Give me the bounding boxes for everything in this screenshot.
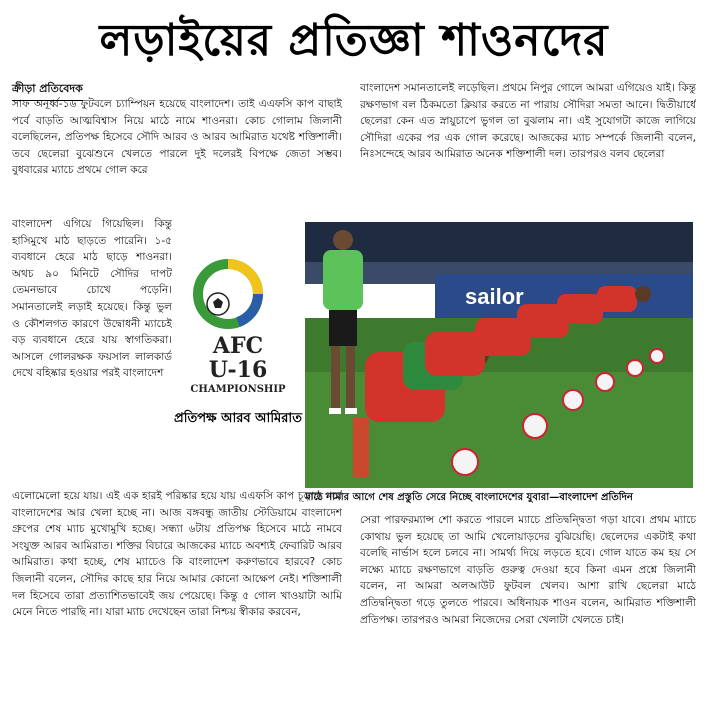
afc-u16-logo-icon [192,258,264,330]
article-text: বাংলাদেশ এগিয়ে গিয়েছিল। কিন্তু হাসিমুখে মাঠ ছাড়তে পারেনি। ১-৫ ব্যবধানে হেরে মাঠ ছাড়ে শাওনরা। অথচ ৯০ মিনিটে সৌদির দাপট তেমনভাবে চোখে পড়েনি। সমানতালেই লড়াই হয়েছে। কিন্তু ভুল ও কৌশলগত কারণে উদ্বোধনী ম্যাচেই বড় ব্যবধানে হেরে যায় স্বাগতিকরা। আসলে গোলরক্ষক ফয়সাল লালকার্ড দেখে বহিষ্কার হওয়ার পরই বাংলাদেশ [12,218,172,380]
photo-caption [305,490,697,507]
headline: লড়াইয়ের প্রতিজ্ঞা শাওনদের [99,15,609,66]
article-column-right-bottom [360,512,696,700]
news-photo [305,222,693,488]
photo-caption-text: মাঠে নামার আগে শেষ প্রস্তুতি সেরে নিচ্ছে বাংলাদেশের যুবারা [305,492,550,503]
article-column-right-top [360,80,696,220]
article-column-left-bottom [12,488,342,700]
article-text: এলোমেলো হয়ে যায়। এই এক হারই পরিষ্কার হয়ে যায় এএফসি কাপ চূড়ান্ত পর্বে বাংলাদেশের আর খেলা হচ্ছে না। আজ বঙ্গবন্ধু জাতীয় স্টেডিয়ামে বাংলাদেশ গ্রুপের শেষ ম্যাচ মুখোমুখি হচ্ছে। সন্ধ্যা ৬টায় প্রতিপক্ষ হিসেবে মাঠে নামবে সংযুক্ত আরব আমিরাত। শক্তির বিচারে আজকের ম্যাচে অবশ্যই ফেবারিট আরব আমিরাত। কথা হচ্ছে, শেষ ম্যাচেও কি বাংলাদেশ করুণভাবে হারবে? কোচ জিলানী বলেন, সৌদির কাছে হার নিয়ে আমার কোনো আক্ষেপ নেই। শক্তিশালী দল হিসেবে তারা প্রত্যাশিতভাবেই জয় পেয়েছে। কিন্তু ৫ গোল খাওয়াটা আমি মেনে নিতে পারছি না। যারা ম্যাচ দেখেছেন তারা নিশ্চয় স্বীকার করবেন, [12,490,342,619]
afc-u16-logo [178,250,298,460]
logo-championship-text: CHAMPIONSHIP [190,384,286,395]
players-warmup-photo [305,222,693,488]
photo-credit: —বাংলাদেশ প্রতিদিন [549,492,633,503]
stadium-sign-text: sailor [465,284,524,309]
article-text: সেরা পারফরম্যান্স শো করতে পারলে ম্যাচে প্রতিদ্বন্দ্বিতা গড়া যাবে। প্রথম ম্যাচে কোথায় ভুল হয়েছে তা আমি খেলোয়াড়দের বুঝিয়েছি। ছেলেদের একটাই কথা বলেছি নার্ভাস হলে চলবে না। সামর্থ্য দিয়ে লড়তে হবে। গোল যাতে কম হয় সে লক্ষ্যে ম্যাচে রক্ষণভাগে বাড়তি গুরুত্ব দেওয়া হবে কিনা এমন প্রশ্নে জিলানী বলেন, না আমরা অলআউট ফুটবল খেলব। আশা রাখি ছেলেরা মাঠে প্রতিদ্বন্দ্বিতা গড়ে তুলতে পারবে। অধিনায়ক শাওন বলেন, আমিরাত শক্তিশালী প্রতিপক্ষ। তারপরও আমরা নিজেদের সেরা খেলাটা খেলতে চাই। [360,514,696,626]
byline: ক্রীড়া প্রতিবেদক [12,80,83,101]
opponent-label: প্রতিপক্ষ আরব আমিরাত [174,411,302,426]
article-text: সাফ অনূর্ধ্ব-১৬ ফুটবলে চ্যাম্পিয়ন হয়েছে বাংলাদেশ। তাই এএফসি কাপ বাছাই পর্বে বাড়তি আত্মবিশ্বাস নিয়ে মাঠে নামে শাওনরা। কোচ গোলাম জিলানী বলেছিলেন, প্রতিপক্ষ হিসেবে সৌদি আরব ও আরব আমিরাত যথেষ্ট শক্তিশালী। তবে ছেলেরা বুঝেশুনে খেলতে পারলে দুই দলেরই বিপক্ষে জেতা সম্ভব। বুধবারের ম্যাচে প্রথমে গোল করে [12,98,342,177]
article-column-left-narrow [12,216,172,488]
article-text: বাংলাদেশ সমানতালেই লড়েছিল। প্রথমে নিপুর গোলে আমরা এগিয়েও যাই। কিন্তু রক্ষণভাগ বল ঠিকমতো ক্লিয়ার করতে না পারায় সৌদিরা সমতা আনে। দ্বিতীয়ার্ধে ছেলেরা কেন এত স্নায়ুচাপে ভুগল তা বুঝলাম না। এই সুযোগটা কাজে লাগিয়ে সৌদিরা একের পর এক গোল করেছে। আজকের ম্যাচ সম্পর্কে জিলানী বলেন, নিঃসন্দেহে আরব আমিরাত অনেক শক্তিশালী দল। তারপরও বলব ছেলেরা [360,82,696,161]
article-column-left-top [12,96,342,216]
logo-u16-text: U-16 [208,357,268,383]
logo-afc-text: AFC [212,333,264,359]
